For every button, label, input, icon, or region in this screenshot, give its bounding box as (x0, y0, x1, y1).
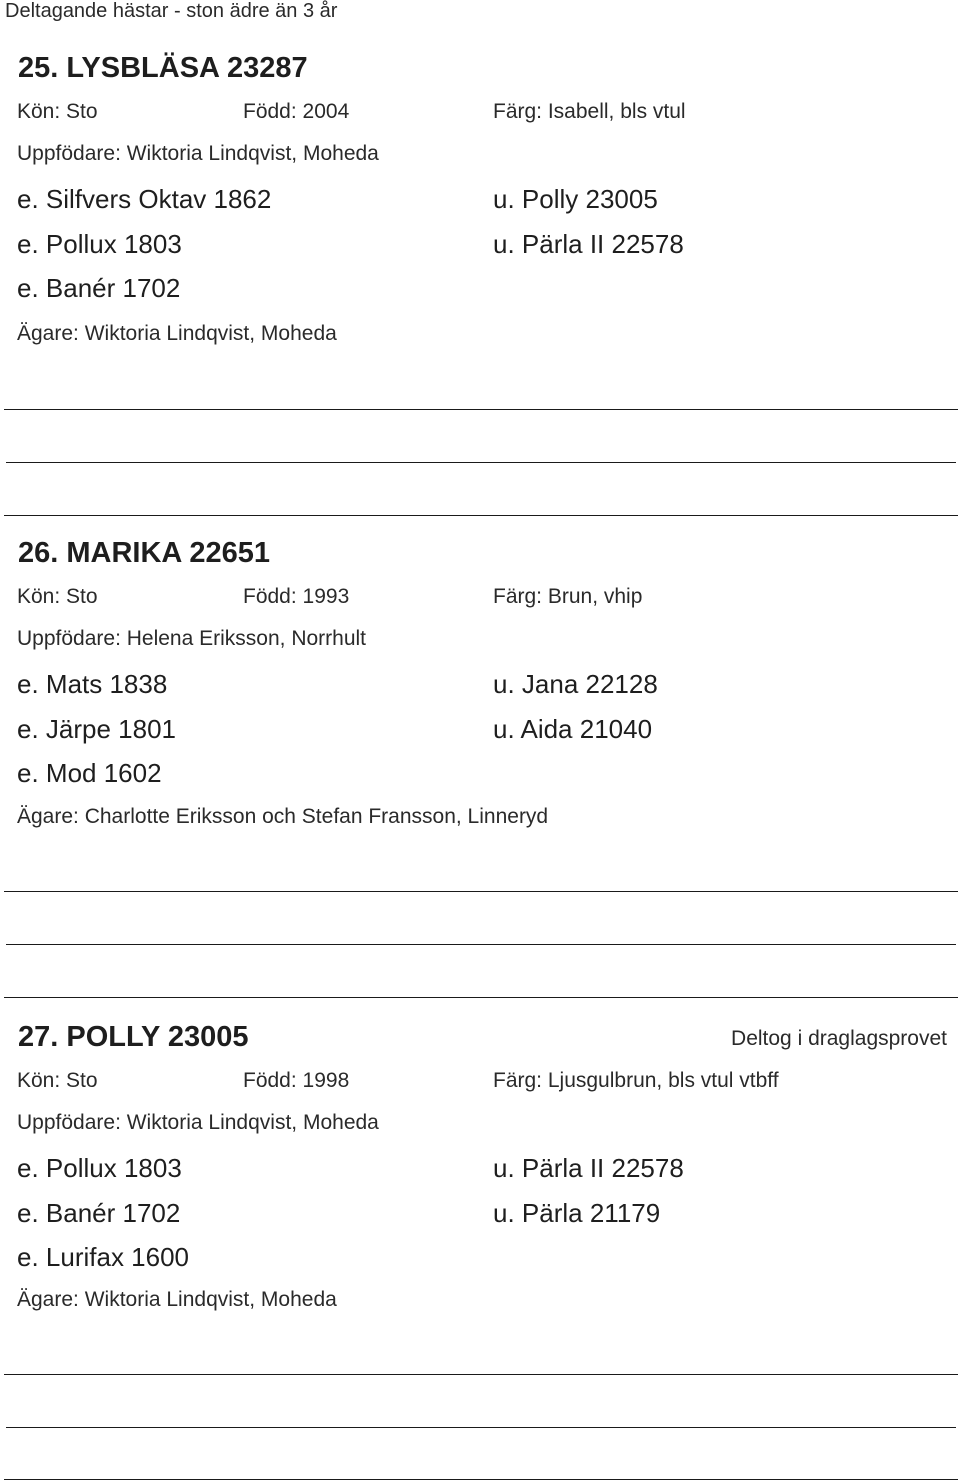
divider-line (4, 997, 958, 998)
horse-title: 27. POLLY 23005 (18, 1021, 249, 1053)
color-label: Färg: Isabell, bls vtul (493, 100, 686, 123)
sire: e. Lurifax 1600 (17, 1242, 190, 1272)
birth-year: Född: 1993 (243, 585, 350, 608)
draft-test-note: Deltog i draglagsprovet (731, 1027, 947, 1050)
sex-label: Kön: Sto (17, 100, 98, 123)
dam: u. Pärla 21179 (493, 1198, 661, 1228)
dam: u. Pärla II 22578 (493, 1153, 684, 1183)
horse-title: 26. MARIKA 22651 (18, 537, 270, 569)
dam: u. Aida 21040 (493, 714, 653, 744)
divider-line (4, 409, 958, 410)
birth-year: Född: 2004 (243, 100, 350, 123)
divider-line (6, 1427, 956, 1428)
dam: u. Jana 22128 (493, 669, 658, 699)
sire: e. Pollux 1803 (17, 1153, 182, 1183)
sire: e. Silfvers Oktav 1862 (17, 184, 272, 214)
sire: e. Mats 1838 (17, 669, 168, 699)
divider-line (6, 944, 956, 945)
divider-line (4, 515, 958, 516)
divider-line (4, 1374, 958, 1375)
sex-label: Kön: Sto (17, 585, 98, 608)
dam: u. Pärla II 22578 (493, 229, 684, 259)
horse-title: 25. LYSBLÄSA 23287 (18, 52, 308, 84)
sire: e. Pollux 1803 (17, 229, 182, 259)
page-header: Deltagande hästar - ston ädre än 3 år (5, 0, 338, 22)
dam: u. Polly 23005 (493, 184, 658, 214)
owner: Ägare: Charlotte Eriksson och Stefan Fransson, Linneryd (17, 805, 549, 828)
color-label: Färg: Brun, vhip (493, 585, 643, 608)
owner: Ägare: Wiktoria Lindqvist, Moheda (17, 1288, 337, 1311)
breeder: Uppfödare: Wiktoria Lindqvist, Moheda (17, 142, 379, 165)
color-label: Färg: Ljusgulbrun, bls vtul vtbff (493, 1069, 779, 1092)
breeder: Uppfödare: Helena Eriksson, Norrhult (17, 627, 367, 650)
sire: e. Mod 1602 (17, 758, 162, 788)
breeder: Uppfödare: Wiktoria Lindqvist, Moheda (17, 1111, 379, 1134)
birth-year: Född: 1998 (243, 1069, 350, 1092)
sire: e. Banér 1702 (17, 273, 181, 303)
sire: e. Järpe 1801 (17, 714, 177, 744)
divider-line (4, 1479, 958, 1480)
sex-label: Kön: Sto (17, 1069, 98, 1092)
sire: e. Banér 1702 (17, 1198, 181, 1228)
owner: Ägare: Wiktoria Lindqvist, Moheda (17, 322, 337, 345)
divider-line (6, 462, 956, 463)
divider-line (4, 891, 958, 892)
